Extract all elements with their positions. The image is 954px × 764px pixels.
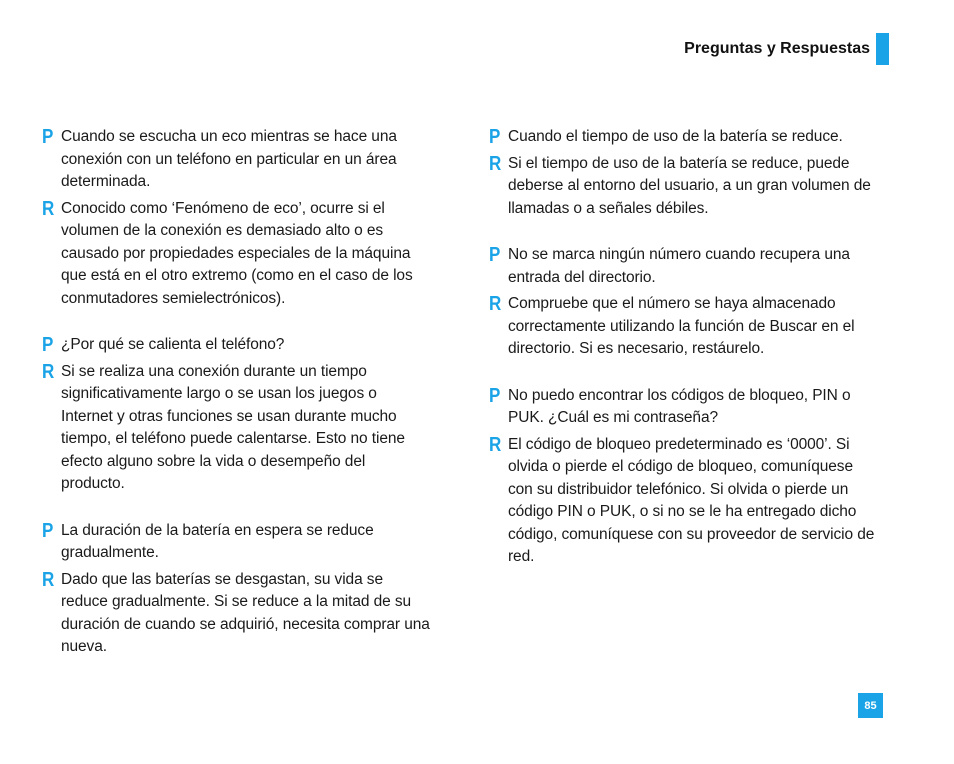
answer-entry (489, 293, 879, 361)
section-title: Preguntas y Respuestas (684, 40, 870, 57)
question-entry (489, 126, 879, 149)
answer-text: Si el tiempo de uso de la batería se reduce, puede deberse al entorno del usuario, a un gran volumen de llamadas o a señales débiles. (508, 154, 871, 217)
question-marker: P (489, 384, 501, 407)
qa-item (42, 520, 432, 659)
page-number: 85 (858, 693, 883, 718)
answer-text: Conocido como ‘Fenómeno de eco’, ocurre si el volumen de la conexión es demasiado alto o es causado por propiedades especiales de la máquina que está en el otro extremo (como en el caso de los conmutadores semielectrónicos). (61, 199, 413, 307)
question-entry (489, 244, 879, 289)
answer-text: Si se realiza una conexión durante un tiempo significativamente largo o se usan los juegos o Internet y otras funciones se usan durante mucho tiempo, el teléfono puede calentarse. Esto no tiene efecto alguno sobre la vida o desempeño del producto. (61, 362, 405, 492)
right-column (489, 126, 879, 593)
answer-entry (42, 569, 432, 659)
question-marker: P (42, 126, 54, 148)
answer-entry (489, 434, 879, 569)
question-text: Cuando el tiempo de uso de la batería se reduce. (508, 128, 843, 145)
answer-marker: R (489, 293, 502, 315)
page-header (684, 33, 889, 65)
answer-marker: R (489, 433, 502, 456)
answer-marker: R (42, 568, 55, 591)
question-marker: P (489, 126, 501, 148)
question-marker: P (42, 519, 54, 542)
qa-item (42, 126, 432, 310)
question-marker: P (489, 244, 501, 266)
question-text: No puedo encontrar los códigos de bloqueo, PIN o PUK. ¿Cuál es mi contraseña? (508, 386, 851, 426)
question-entry (42, 520, 432, 565)
section-marker-bar (876, 33, 889, 65)
answer-marker: R (489, 152, 502, 175)
answer-marker: R (42, 360, 55, 383)
question-entry (42, 334, 432, 357)
qa-item (489, 244, 879, 361)
left-column (42, 126, 432, 683)
answer-text: Dado que las baterías se desgastan, su vida se reduce gradualmente. Si se reduce a la mitad de su duración de cuando se adquirió, necesita comprar una nueva. (61, 570, 430, 655)
qa-item (489, 126, 879, 220)
answer-text: El código de bloqueo predeterminado es ‘0000’. Si olvida o pierde el código de bloqueo, comuníquese con su distribuidor telefónico. Si olvida o pierde un código PIN o PUK, o si no se le ha entregado dicho código, comuníquese con su proveedor de servicio de red. (508, 435, 875, 565)
answer-entry (489, 153, 879, 221)
question-entry (42, 126, 432, 194)
question-marker: P (42, 334, 54, 356)
answer-marker: R (42, 197, 55, 220)
question-text: La duración de la batería en espera se reduce gradualmente. (61, 521, 374, 561)
answer-entry (42, 361, 432, 496)
answer-entry (42, 198, 432, 311)
answer-text: Compruebe que el número se haya almacenado correctamente utilizando la función de Buscar en el directorio. Si es necesario, restáurelo. (508, 295, 855, 357)
qa-item (42, 334, 432, 496)
question-entry (489, 385, 879, 430)
question-text: Cuando se escucha un eco mientras se hace una conexión con un teléfono en particular en un área determinada. (61, 128, 397, 190)
qa-item (489, 385, 879, 569)
question-text: No se marca ningún número cuando recupera una entrada del directorio. (508, 246, 850, 286)
question-text: ¿Por qué se calienta el teléfono? (61, 336, 285, 353)
